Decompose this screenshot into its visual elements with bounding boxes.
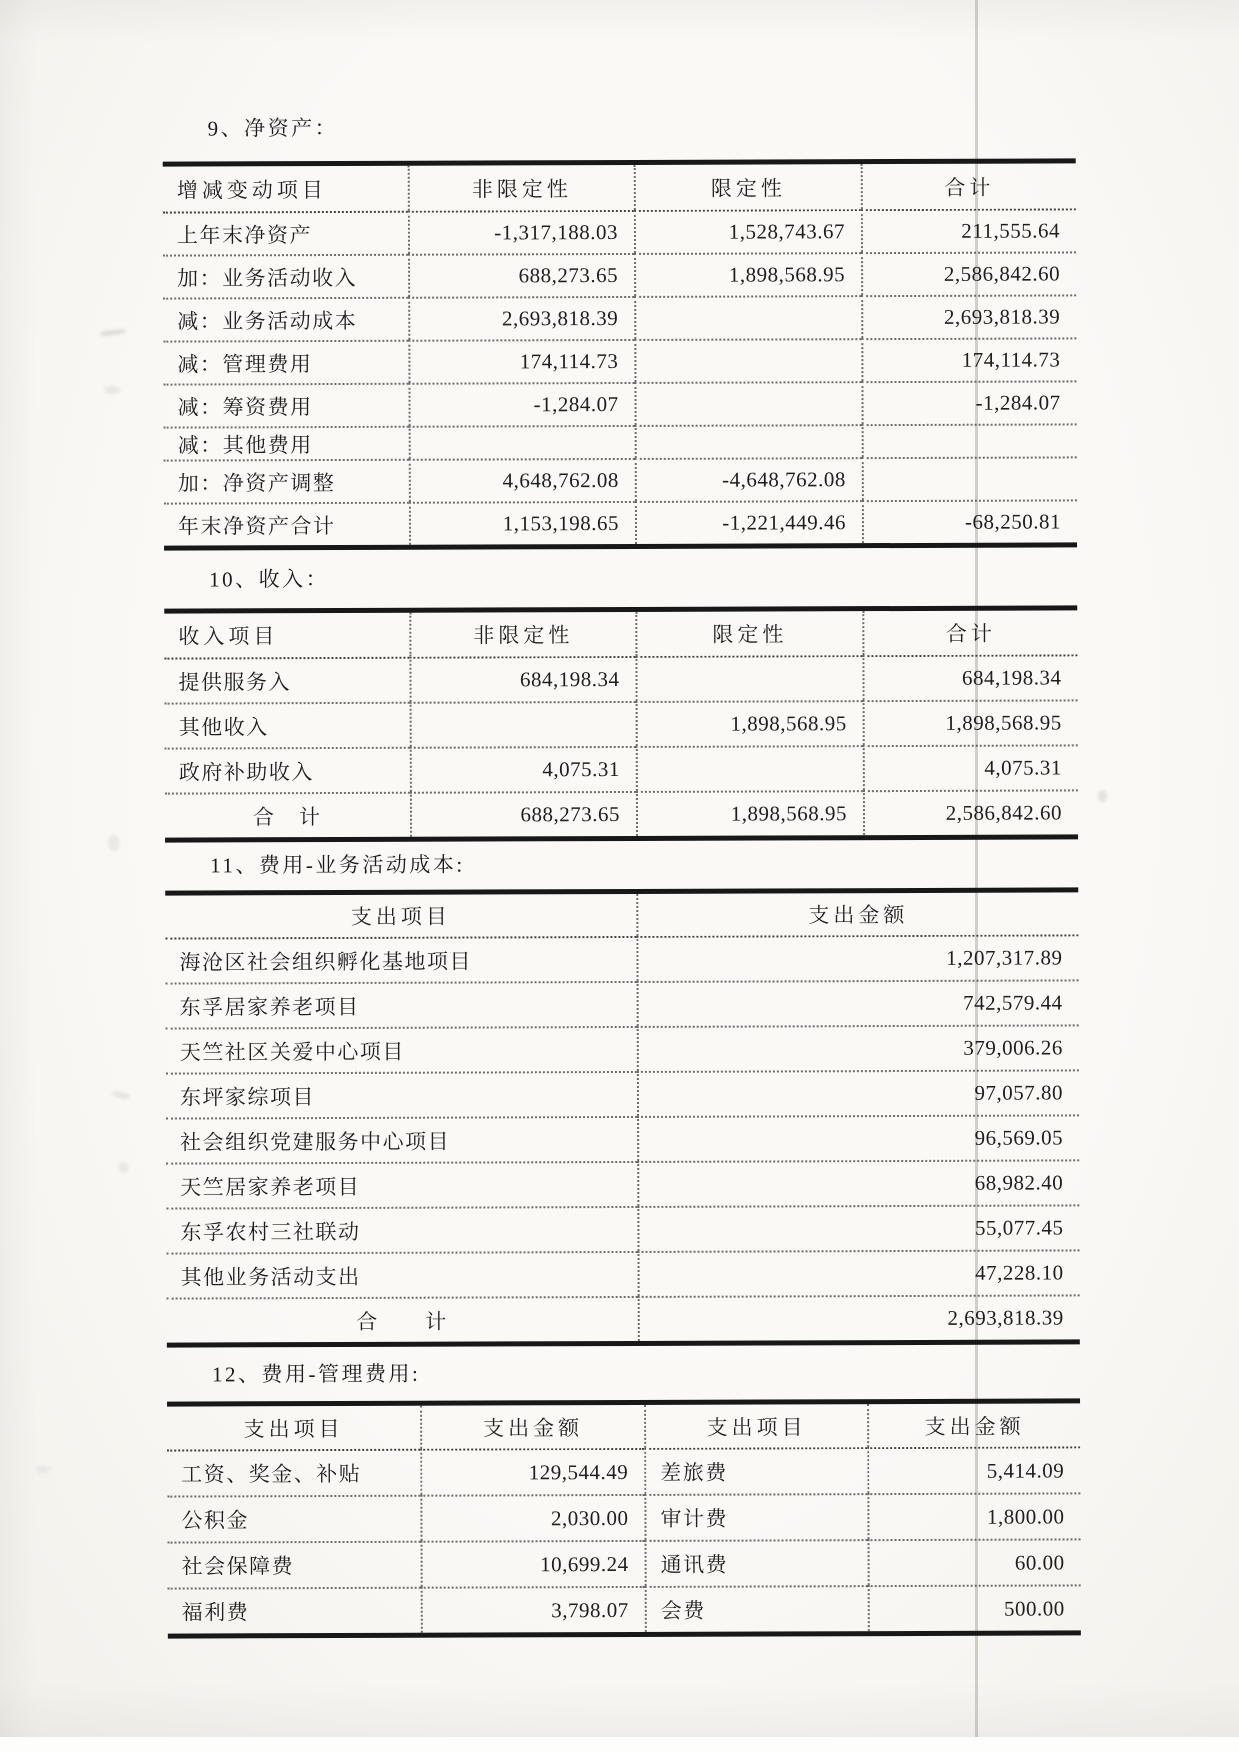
document-content	[162, 0, 1081, 1639]
column-header: 合计	[862, 610, 1077, 655]
scan-smudge	[112, 1090, 131, 1100]
amount-cell: 55,077.45	[637, 1204, 1079, 1251]
activity-cost-table	[165, 887, 1080, 1347]
amount-cell	[410, 701, 636, 747]
row-label-cell: 东孚农村三社联动	[166, 1206, 637, 1253]
amount-cell	[862, 456, 1077, 500]
column-header: 支出项目	[644, 1404, 867, 1448]
column-header: 支出项目	[350, 904, 451, 929]
amount-cell: 97,057.80	[637, 1069, 1079, 1116]
amount-cell	[634, 381, 861, 425]
amount-cell	[862, 423, 1077, 457]
scan-smudge	[1098, 790, 1107, 802]
row-label-cell: 福利费	[168, 1587, 421, 1634]
amount-cell: -1,317,188.03	[408, 210, 634, 254]
amount-cell: 688,273.65	[410, 791, 636, 837]
amount-cell: 4,648,762.08	[409, 458, 635, 502]
amount-cell: 1,153,198.65	[409, 501, 635, 545]
row-label-cell: 社会保障费	[168, 1541, 421, 1588]
row-label-cell: 减：管理费用	[163, 340, 408, 384]
column-header: 非限定性	[408, 165, 634, 211]
section-title-activity-cost: 11、费用-业务活动成本:	[210, 852, 465, 878]
amount-cell: 1,800.00	[867, 1492, 1080, 1539]
amount-cell	[409, 425, 635, 459]
row-label-cell: 减：筹资费用	[163, 383, 408, 427]
column-header: 非限定性	[409, 612, 635, 657]
row-label-cell: 合 计	[167, 1296, 638, 1343]
amount-cell: 684,198.34	[409, 656, 635, 702]
amount-cell: 4,075.31	[863, 744, 1078, 790]
amount-cell: 2,586,842.60	[863, 789, 1078, 835]
amount-cell: 3,798.07	[421, 1586, 645, 1633]
amount-cell: 1,207,317.89	[636, 934, 1078, 981]
amount-cell	[634, 338, 861, 382]
amount-cell: 96,569.05	[637, 1114, 1079, 1161]
section-title-net-assets: 9、净资产：	[207, 115, 339, 141]
section-title-income: 10、收入：	[209, 567, 330, 592]
amount-cell: -1,284.07	[408, 382, 634, 426]
amount-cell: -1,221,449.46	[635, 500, 862, 544]
section-title-admin-expense: 12、费用-管理费用:	[211, 1361, 421, 1387]
row-label-cell: 提供服务入	[164, 657, 409, 703]
column-header: 收入项目	[178, 624, 279, 649]
column-header: 限定性	[635, 611, 862, 656]
row-label-cell: 加：净资产调整	[164, 459, 409, 503]
row-label-cell: 天竺社区关爱中心项目	[166, 1026, 637, 1073]
row-label-cell: 加：业务活动收入	[163, 254, 408, 298]
column-header: 增减变动项目	[176, 177, 327, 203]
amount-cell: 10,699.24	[421, 1540, 645, 1587]
row-label-cell: 通讯费	[645, 1539, 868, 1586]
scan-smudge	[36, 1466, 50, 1473]
column-header: 支出金额	[867, 1403, 1080, 1447]
row-label-cell: 上年末净资产	[163, 211, 408, 255]
amount-cell	[635, 655, 862, 701]
column-header: 限定性	[634, 164, 861, 210]
amount-cell: 2,030.00	[420, 1494, 644, 1541]
amount-cell: 47,228.10	[638, 1249, 1080, 1296]
row-label-cell: 工资、奖金、补贴	[167, 1449, 420, 1496]
amount-cell: 5,414.09	[867, 1446, 1080, 1493]
income-table	[164, 605, 1078, 842]
amount-cell: 60.00	[868, 1538, 1081, 1585]
scan-smudge	[104, 386, 120, 394]
row-label-cell: 减：业务活动成本	[163, 297, 408, 341]
row-label-cell: 政府补助收入	[165, 747, 410, 793]
row-label-cell: 东孚居家养老项目	[166, 981, 637, 1028]
amount-cell: 684,198.34	[862, 654, 1077, 700]
amount-cell: 129,544.49	[420, 1448, 644, 1495]
amount-cell: 1,528,743.67	[634, 209, 861, 253]
amount-cell: 1,898,568.95	[634, 252, 861, 296]
scan-smudge	[100, 328, 126, 337]
scan-smudge	[118, 1162, 129, 1173]
amount-cell: 1,898,568.95	[636, 790, 863, 836]
amount-cell: 2,693,818.39	[861, 294, 1076, 338]
row-label-cell: 社会组织党建服务中心项目	[166, 1116, 637, 1163]
amount-cell: 742,579.44	[637, 979, 1079, 1026]
amount-cell: -68,250.81	[862, 499, 1077, 543]
scan-edge-strip	[0, 1737, 1239, 1752]
row-label-cell: 海沧区社会组织孵化基地项目	[165, 936, 636, 983]
row-label-cell: 天竺居家养老项目	[166, 1161, 637, 1208]
amount-cell	[636, 745, 863, 791]
amount-cell: 4,075.31	[410, 746, 636, 792]
scan-smudge	[108, 835, 120, 851]
amount-cell: 1,898,568.95	[636, 700, 863, 746]
column-header: 支出项目	[243, 1416, 344, 1441]
column-header: 支出金额	[636, 892, 1078, 936]
row-label-cell: 东坪家综项目	[166, 1071, 637, 1118]
amount-cell: -1,284.07	[861, 380, 1076, 424]
amount-cell	[635, 424, 862, 458]
column-header: 支出金额	[420, 1405, 644, 1449]
row-label-cell: 合 计	[165, 792, 410, 838]
amount-cell: 2,586,842.60	[861, 251, 1076, 295]
row-label-cell: 审计费	[644, 1493, 867, 1540]
amount-cell: 500.00	[868, 1584, 1081, 1631]
row-label-cell: 差旅费	[644, 1447, 867, 1494]
amount-cell: 174,114.73	[408, 339, 634, 383]
amount-cell: 174,114.73	[861, 337, 1076, 381]
amount-cell: 379,006.26	[637, 1024, 1079, 1071]
amount-cell: -4,648,762.08	[635, 457, 862, 501]
amount-cell: 211,555.64	[861, 208, 1076, 252]
row-label-cell: 其他收入	[165, 702, 410, 748]
amount-cell: 2,693,818.39	[638, 1294, 1080, 1341]
row-label-cell: 公积金	[167, 1495, 420, 1542]
amount-cell: 2,693,818.39	[408, 296, 634, 340]
amount-cell: 688,273.65	[408, 253, 634, 297]
row-label-cell: 减：其他费用	[164, 426, 409, 460]
column-header: 合计	[861, 163, 1076, 209]
net-assets-table	[163, 158, 1077, 550]
row-label-cell: 年末净资产合计	[164, 502, 409, 546]
row-label-cell: 其他业务活动支出	[167, 1251, 638, 1298]
amount-cell	[634, 295, 861, 339]
row-label-cell: 会费	[645, 1585, 868, 1632]
amount-cell: 68,982.40	[637, 1159, 1079, 1206]
amount-cell: 1,898,568.95	[863, 699, 1078, 745]
admin-expense-table	[167, 1398, 1081, 1638]
